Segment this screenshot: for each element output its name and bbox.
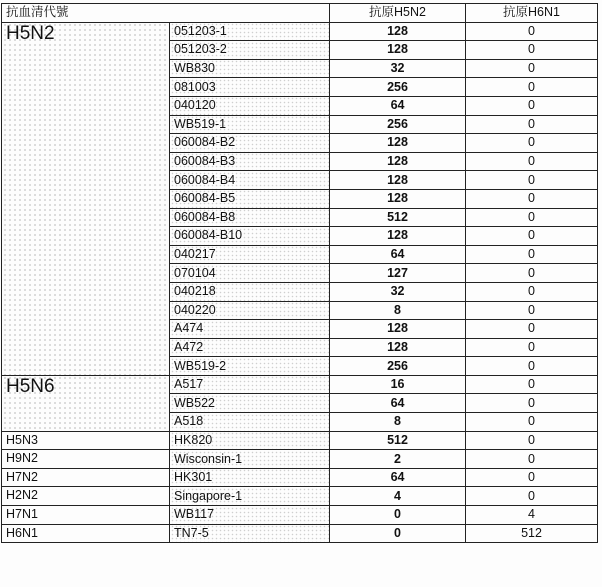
h6n1-titer-cell: 0 (466, 487, 598, 506)
table-row (2, 22, 598, 41)
strain-cell: Wisconsin-1 (170, 450, 330, 469)
h5n2-titer-cell: 256 (330, 78, 466, 97)
strain-cell: 051203-2 (170, 41, 330, 60)
subtype-cell: H7N2 (2, 468, 170, 487)
h6n1-titer-cell: 0 (466, 115, 598, 134)
h6n1-titer-cell: 0 (466, 301, 598, 320)
h5n2-titer-cell: 127 (330, 264, 466, 283)
strain-cell: 060084-B5 (170, 189, 330, 208)
h6n1-titer-cell: 0 (466, 96, 598, 115)
antigen-h6n1-header: 抗原H6N1 (466, 4, 598, 23)
h5n2-titer-cell: 128 (330, 171, 466, 190)
table-row (2, 375, 598, 394)
strain-cell: 060084-B3 (170, 152, 330, 171)
strain-cell: 040218 (170, 282, 330, 301)
h5n2-titer-cell: 64 (330, 394, 466, 413)
h5n2-titer-cell: 0 (330, 524, 466, 543)
strain-cell: 040120 (170, 96, 330, 115)
h5n2-titer-cell: 256 (330, 357, 466, 376)
h5n2-titer-cell: 128 (330, 189, 466, 208)
h5n2-titer-cell: 4 (330, 487, 466, 506)
hi-titer-table (1, 3, 598, 543)
strain-cell: 060084-B8 (170, 208, 330, 227)
h6n1-titer-cell: 0 (466, 227, 598, 246)
h6n1-titer-cell: 0 (466, 282, 598, 301)
strain-cell: WB830 (170, 59, 330, 78)
h6n1-titer-cell: 0 (466, 22, 598, 41)
h6n1-titer-cell: 0 (466, 357, 598, 376)
table-row (2, 506, 598, 525)
h6n1-titer-cell: 0 (466, 134, 598, 153)
h5n2-titer-cell: 128 (330, 41, 466, 60)
table-row (2, 487, 598, 506)
strain-cell: A472 (170, 338, 330, 357)
h6n1-titer-cell: 0 (466, 78, 598, 97)
strain-cell: WB117 (170, 506, 330, 525)
table-row (2, 468, 598, 487)
antigen-h5n2-header: 抗原H5N2 (330, 4, 466, 23)
strain-cell: WB522 (170, 394, 330, 413)
strain-cell: HK820 (170, 431, 330, 450)
h5n2-titer-cell: 64 (330, 468, 466, 487)
h5n2-titer-cell: 256 (330, 115, 466, 134)
strain-cell: A518 (170, 413, 330, 432)
subtype-cell: H7N1 (2, 506, 170, 525)
strain-cell: A517 (170, 375, 330, 394)
h6n1-titer-cell: 0 (466, 394, 598, 413)
h6n1-titer-cell: 0 (466, 413, 598, 432)
h5n2-titer-cell: 64 (330, 96, 466, 115)
h6n1-titer-cell: 0 (466, 208, 598, 227)
h6n1-titer-cell: 0 (466, 171, 598, 190)
h5n2-titer-cell: 16 (330, 375, 466, 394)
h5n2-titer-cell: 128 (330, 134, 466, 153)
strain-cell: HK301 (170, 468, 330, 487)
h5n2-titer-cell: 64 (330, 245, 466, 264)
h6n1-titer-cell: 0 (466, 189, 598, 208)
subtype-cell: H5N3 (2, 431, 170, 450)
h5n2-titer-cell: 128 (330, 22, 466, 41)
h6n1-titer-cell: 0 (466, 468, 598, 487)
table-row (2, 431, 598, 450)
strain-cell: WB519-1 (170, 115, 330, 134)
h6n1-titer-cell: 512 (466, 524, 598, 543)
serum-code-header: 抗血清代號 (2, 4, 330, 23)
h5n2-titer-cell: 8 (330, 413, 466, 432)
strain-cell: WB519-2 (170, 357, 330, 376)
h5n2-titer-cell: 8 (330, 301, 466, 320)
strain-cell: TN7-5 (170, 524, 330, 543)
table-row (2, 524, 598, 543)
h6n1-titer-cell: 0 (466, 320, 598, 339)
h6n1-titer-cell: 0 (466, 59, 598, 78)
subtype-cell: H5N2 (2, 22, 170, 375)
table-row (2, 450, 598, 469)
h6n1-titer-cell: 0 (466, 338, 598, 357)
h5n2-titer-cell: 512 (330, 208, 466, 227)
h5n2-titer-cell: 128 (330, 320, 466, 339)
h5n2-titer-cell: 0 (330, 506, 466, 525)
strain-cell: 040217 (170, 245, 330, 264)
strain-cell: 051203-1 (170, 22, 330, 41)
strain-cell: Singapore-1 (170, 487, 330, 506)
h6n1-titer-cell: 0 (466, 375, 598, 394)
h6n1-titer-cell: 0 (466, 431, 598, 450)
h6n1-titer-cell: 0 (466, 41, 598, 60)
h5n2-titer-cell: 128 (330, 152, 466, 171)
h5n2-titer-cell: 128 (330, 227, 466, 246)
h5n2-titer-cell: 32 (330, 282, 466, 301)
h6n1-titer-cell: 0 (466, 152, 598, 171)
strain-cell: 060084-B10 (170, 227, 330, 246)
h5n2-titer-cell: 512 (330, 431, 466, 450)
strain-cell: A474 (170, 320, 330, 339)
h5n2-titer-cell: 32 (330, 59, 466, 78)
h5n2-titer-cell: 2 (330, 450, 466, 469)
subtype-cell: H2N2 (2, 487, 170, 506)
table-body (2, 22, 598, 543)
h6n1-titer-cell: 4 (466, 506, 598, 525)
strain-cell: 070104 (170, 264, 330, 283)
header-row (2, 4, 598, 23)
h5n2-titer-cell: 128 (330, 338, 466, 357)
h6n1-titer-cell: 0 (466, 450, 598, 469)
h6n1-titer-cell: 0 (466, 264, 598, 283)
strain-cell: 040220 (170, 301, 330, 320)
subtype-cell: H5N6 (2, 375, 170, 431)
strain-cell: 060084-B4 (170, 171, 330, 190)
subtype-cell: H9N2 (2, 450, 170, 469)
h6n1-titer-cell: 0 (466, 245, 598, 264)
strain-cell: 081003 (170, 78, 330, 97)
strain-cell: 060084-B2 (170, 134, 330, 153)
subtype-cell: H6N1 (2, 524, 170, 543)
